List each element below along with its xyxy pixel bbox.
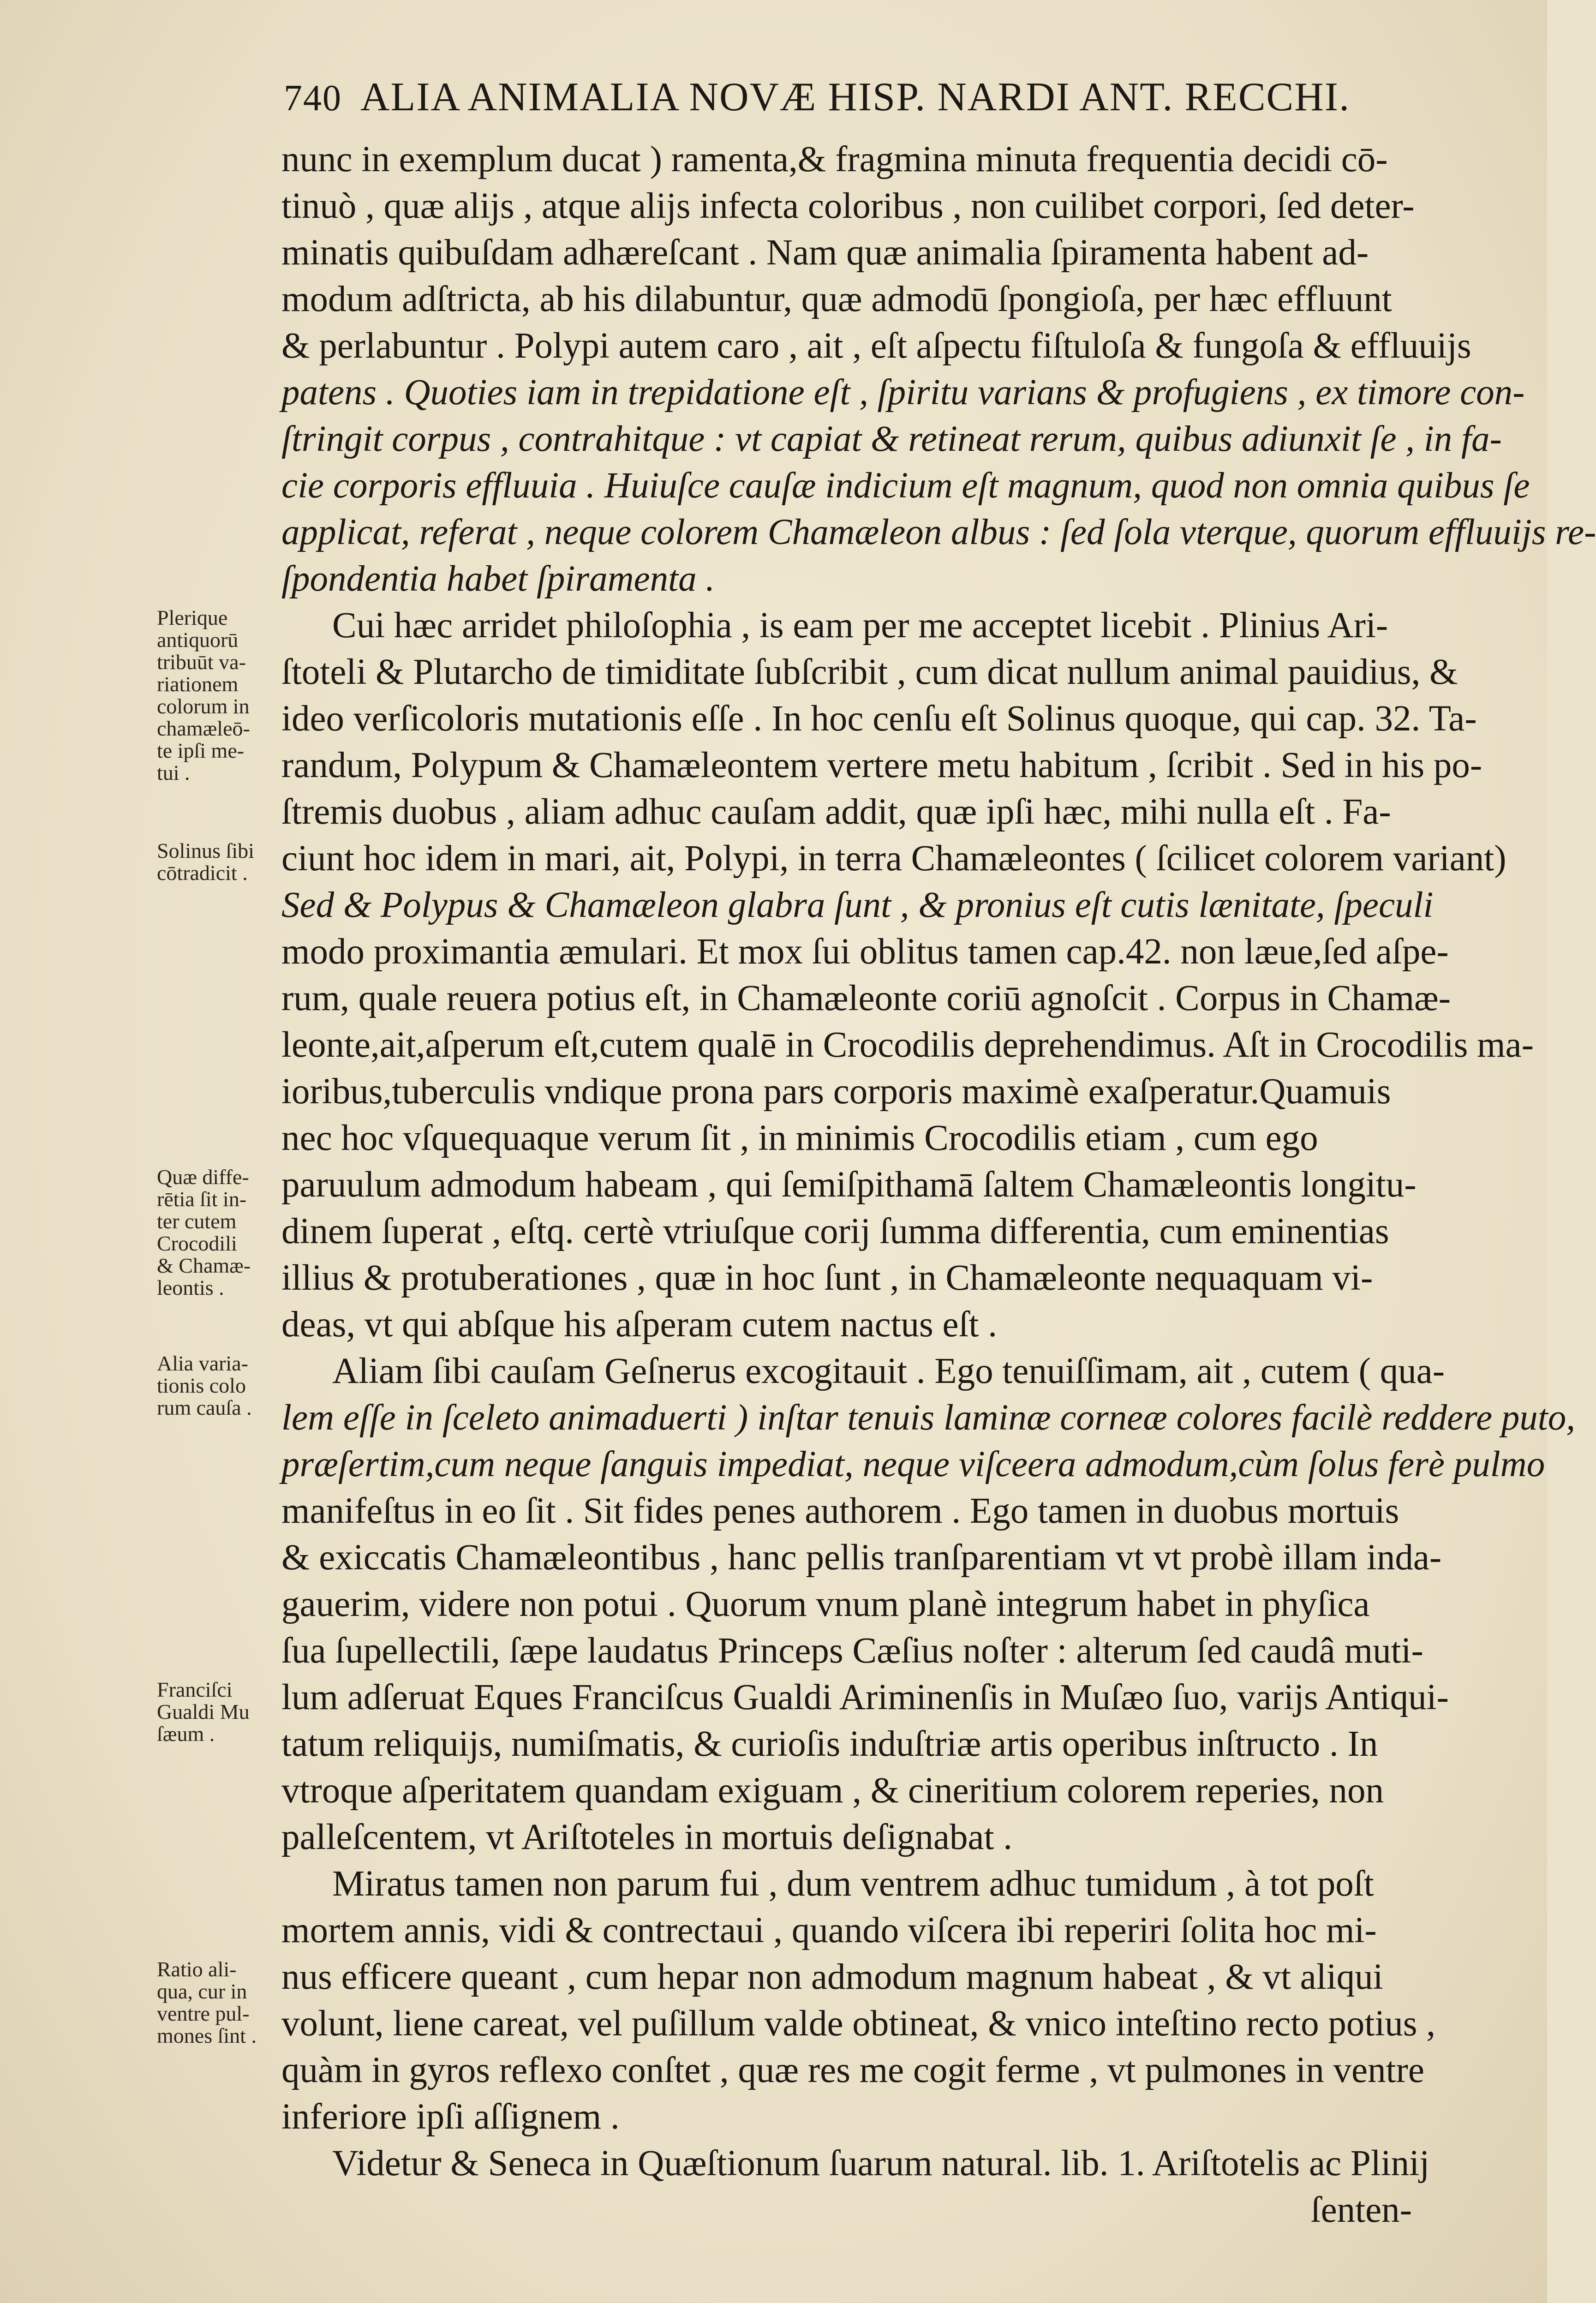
body-line: deas, vt qui abſque his aſperam cutem nactus eſt .	[281, 1304, 997, 1345]
body-line: præſertim,cum neque ſanguis impediat, neque viſceera admodum,cùm ſolus ferè pulmo	[281, 1444, 1545, 1484]
body-line: vtroque aſperitatem quandam exiguam , & cineritium colorem reperies, non	[281, 1771, 1384, 1811]
margin-note	[157, 840, 272, 884]
margin-note-line: Solinus ſibi	[157, 839, 254, 862]
body-line: ideo verſicoloris mutationis eſſe . In hoc cenſu eſt Solinus quoque, qui cap. 32. Ta-	[281, 699, 1477, 739]
body-line: mortem annis, vidi & contrectaui , quando viſcera ibi reperiri ſolita hoc mi-	[281, 1910, 1377, 1950]
body-line: volunt, liene careat, vel puſillum valde obtineat, & vnico inteſtino recto potius ,	[281, 2004, 1436, 2044]
body-line: manifeſtus in eo ſit . Sit fides penes authorem . Ego tamen in duobus mortuis	[281, 1491, 1399, 1531]
margin-note-line: rum cauſa .	[157, 1396, 252, 1419]
body-line: gauerim, videre non potui . Quorum vnum planè integrum habet in phyſica	[281, 1584, 1370, 1624]
body-line: applicat, referat , neque colorem Chamæleon albus : ſed ſola vterque, quorum effluuijs re-	[281, 512, 1596, 552]
page-header	[284, 74, 1414, 129]
margin-note-line: ſæum .	[157, 1722, 215, 1746]
body-line: tatum reliquijs, numiſmatis, & curioſis induſtriæ artis operibus inſtructo . In	[281, 1724, 1378, 1764]
margin-note	[157, 1679, 272, 1745]
margin-note	[157, 1352, 272, 1419]
body-line: ſtoteli & Plutarcho de timiditate ſubſcribit , cum dicat nullum animal pauidius, &	[281, 652, 1458, 692]
running-title: ALIA ANIMALIA NOVÆ HISP. NARDI ANT. RECCHI.	[360, 75, 1351, 120]
body-line: rum, quale reuera potius eſt, in Chamæleonte coriū agnoſcit . Corpus in Chamæ-	[281, 978, 1451, 1018]
margin-note-line: chamæleō-	[157, 717, 250, 740]
body-line: & perlabuntur . Polypi autem caro , ait , eſt aſpectu fiſtuloſa & fungoſa & effluuijs	[281, 326, 1471, 366]
margin-note-line: mones ſint .	[157, 2024, 257, 2047]
page-number: 740	[284, 78, 342, 119]
body-line: nec hoc vſquequaque verum ſit , in minimis Crocodilis etiam , cum ego	[281, 1118, 1318, 1158]
body-line: modo proximantia æmulari. Et mox ſui oblitus tamen cap.42. non læue,ſed aſpe-	[281, 932, 1449, 972]
body-line: & exiccatis Chamæleontibus , hanc pellis tranſparentiam vt vt probè illam inda-	[281, 1537, 1442, 1578]
body-line: ciunt hoc idem in mari, ait, Polypi, in terra Chamæleontes ( ſcilicet colorem variant)	[281, 838, 1506, 879]
margin-note	[157, 1958, 272, 2047]
body-line: minatis quibuſdam adhæreſcant . Nam quæ animalia ſpiramenta habent ad-	[281, 233, 1369, 273]
margin-note	[157, 607, 272, 784]
body-line: dinem ſuperat , eſtq. certè vtriuſque corij ſumma differentia, cum eminentias	[281, 1211, 1389, 1251]
margin-note-line: tribuūt va-	[157, 650, 246, 674]
margin-note-line: Franciſci	[157, 1678, 233, 1701]
body-line: Miratus tamen non parum fui , dum ventrem adhuc tumidum , à tot poſt	[332, 1864, 1374, 1904]
margin-note-line: ventre pul-	[157, 2002, 250, 2025]
body-line: ſpondentia habet ſpiramenta .	[281, 559, 715, 599]
body-line: lem eſſe in ſceleto animaduerti ) inſtar tenuis laminæ corneæ colores facilè reddere puto,	[281, 1398, 1575, 1438]
body-line: ſenten-	[1310, 2190, 1412, 2230]
body-line: ſtremis duobus , aliam adhuc cauſam addit, quæ ipſi hæc, mihi nulla eſt . Fa-	[281, 792, 1391, 832]
margin-note-line: Crocodili	[157, 1232, 237, 1255]
margin-note-line: qua, cur in	[157, 1980, 247, 2003]
body-line: paruulum admodum habeam , qui ſemiſpithamā ſaltem Chamæleontis longitu-	[281, 1165, 1417, 1205]
body-line: randum, Polypum & Chamæleontem vertere metu habitum , ſcribit . Sed in his po-	[281, 745, 1482, 785]
margin-note-line: & Chamæ-	[157, 1254, 251, 1277]
body-line: tinuò , quæ alijs , atque alijs infecta coloribus , non cuilibet corpori, ſed deter-	[281, 186, 1415, 226]
body-line: lum adſeruat Eques Franciſcus Gualdi Ariminenſis in Muſæo ſuo, varijs Antiqui-	[281, 1677, 1449, 1717]
margin-note-line: cōtradicit .	[157, 861, 248, 885]
body-line: illius & protuberationes , quæ in hoc ſunt , in Chamæleonte nequaquam vi-	[281, 1258, 1373, 1298]
body-line: patens . Quoties iam in trepidatione eſt , ſpiritu varians & profugiens , ex timore con-	[281, 372, 1525, 413]
margin-note-line: Quæ diffe-	[157, 1165, 249, 1189]
body-line: modum adſtricta, ab his dilabuntur, quæ admodū ſpongioſa, per hæc effluunt	[281, 279, 1392, 319]
body-line: Sed & Polypus & Chamæleon glabra ſunt , & pronius eſt cutis lænitate, ſpeculi	[281, 885, 1434, 925]
margin-note-line: Alia varia-	[157, 1352, 248, 1375]
margin-note-line: Ratio ali-	[157, 1957, 237, 1981]
body-text	[281, 136, 1596, 2233]
body-line: ioribus,tuberculis vndique prona pars corporis maximè exaſperatur.Quamuis	[281, 1071, 1391, 1112]
body-line: nus efficere queant , cum hepar non admodum magnum habeat , & vt aliqui	[281, 1957, 1383, 1997]
margin-note-line: tionis colo	[157, 1374, 246, 1397]
body-line: inferiore ipſi aſſignem .	[281, 2097, 620, 2137]
margin-note	[157, 1166, 272, 1299]
margin-note-line: ter cutem	[157, 1209, 237, 1233]
body-line: Cui hæc arridet philoſophia , is eam per me acceptet licebit . Plinius Ari-	[332, 605, 1388, 646]
margin-note-line: te ipſi me-	[157, 739, 245, 762]
margin-note-line: Plerique	[157, 606, 228, 629]
body-line: ſua ſupellectili, ſæpe laudatus Princeps Cæſius noſter : alterum ſed caudâ muti-	[281, 1631, 1423, 1671]
margin-note-line: colorum in	[157, 694, 250, 718]
margin-note-line: riationem	[157, 672, 239, 696]
body-line: leonte,ait,aſperum eſt,cutem qualē in Crocodilis deprehendimus. Aſt in Crocodilis ma-	[281, 1025, 1534, 1065]
margin-note-line: leontis .	[157, 1276, 224, 1299]
body-line: quàm in gyros reflexo conſtet , quæ res me cogit ferme , vt pulmones in ventre	[281, 2050, 1424, 2090]
body-line: palleſcentem, vt Ariſtoteles in mortuis deſignabat .	[281, 1817, 1013, 1857]
body-line: Videtur & Seneca in Quæſtionum ſuarum natural. lib. 1. Ariſtotelis ac Plinij	[332, 2143, 1430, 2183]
body-line: Aliam ſibi cauſam Geſnerus excogitauit . Ego tenuiſſimam, ait , cutem ( qua-	[332, 1351, 1445, 1391]
margin-note-line: tui .	[157, 761, 190, 784]
body-line: nunc in exemplum ducat ) ramenta,& fragmina minuta frequentia decidi cō-	[281, 139, 1388, 179]
margin-note-line: rētia ſit in-	[157, 1187, 247, 1211]
body-line: cie corporis effluuia . Huiuſce cauſæ indicium eſt magnum, quod non omnia quibus ſe	[281, 466, 1530, 506]
margin-note-line: Gualdi Mu	[157, 1700, 250, 1723]
margin-note-line: antiquorū	[157, 628, 239, 652]
body-line: ſtringit corpus , contrahitque : vt capiat & retineat rerum, quibus adiunxit ſe , in fa-	[281, 419, 1502, 459]
